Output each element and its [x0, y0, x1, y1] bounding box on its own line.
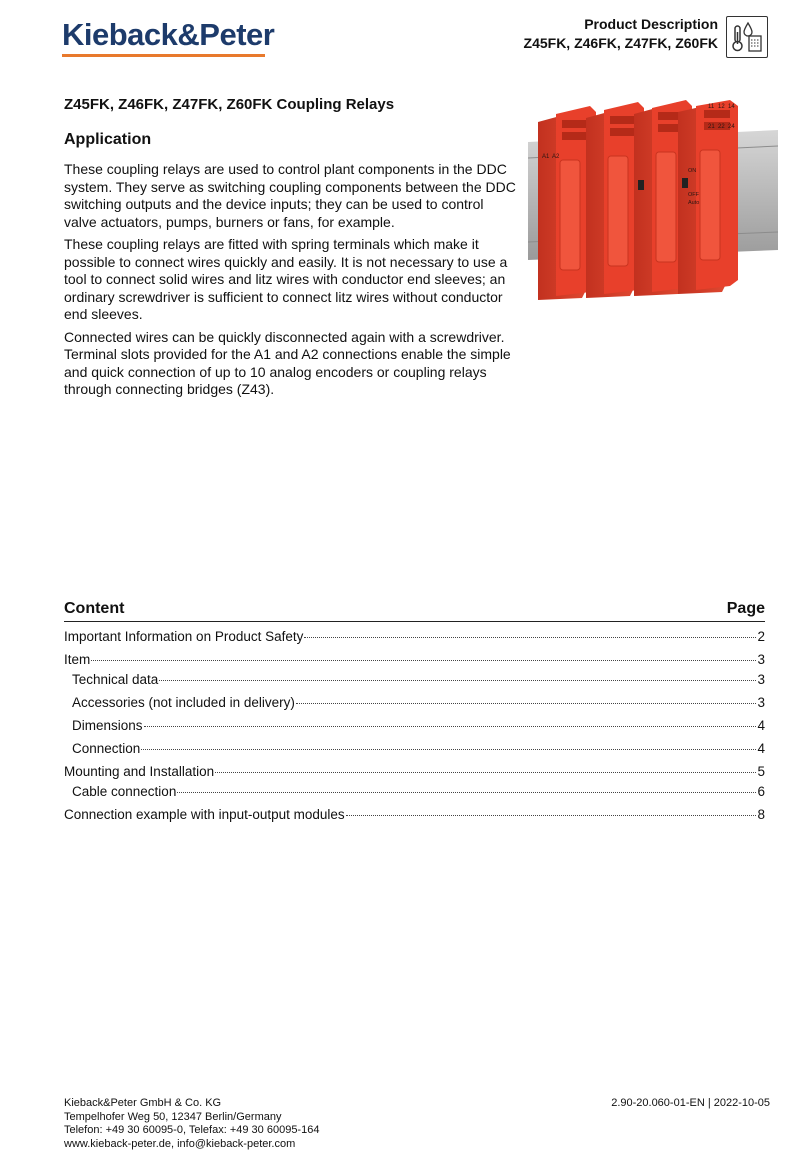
content-heading-row [64, 600, 765, 622]
toc-page-number: 4 [757, 741, 765, 756]
switch-label: OFF [688, 192, 699, 198]
content-heading: Content [64, 600, 125, 617]
toc-label: Item [64, 652, 91, 667]
terminal-label: 14 [728, 104, 735, 110]
toc-leader-dots [296, 703, 757, 704]
toc-label: Technical data [72, 672, 159, 687]
application-paragraph: These coupling relays are used to control plant components in the DDC system. They serve as switching coupling components between the DDC switching outputs and the device inputs; they can be used to control valve actuators, pumps, burners or fans, for example. [64, 161, 516, 230]
terminal-label: A1 [542, 154, 550, 160]
toc-page-number: 3 [757, 672, 765, 687]
terminal-label: 12 [718, 104, 725, 110]
doc-models: Z45FK, Z46FK, Z47FK, Z60FK [523, 35, 718, 51]
document-title: Z45FK, Z46FK, Z47FK, Z60FK Coupling Relays [64, 96, 395, 113]
toc-page-number: 4 [757, 718, 765, 733]
terminal-label: 22 [718, 124, 725, 130]
document-header [524, 15, 718, 53]
toc-page-number: 8 [757, 807, 765, 822]
toc-entry-accessories[interactable] [64, 695, 765, 715]
company-logo: Kieback&Peter [62, 17, 275, 52]
toc-leader-dots [215, 772, 756, 773]
toc-label: Mounting and Installation [64, 764, 215, 779]
footer-phone: Telefon: +49 30 60095-0, Telefax: +49 30 60095-164 [64, 1124, 320, 1136]
toc-page-number: 2 [757, 629, 765, 644]
terminal-label: 11 [708, 104, 715, 110]
toc-label: Dimensions [72, 718, 143, 733]
toc-label: Important Information on Product Safety [64, 629, 304, 644]
switch-label: ON [688, 168, 697, 174]
toc-entry-connection-example[interactable] [64, 807, 765, 827]
toc-label: Accessories (not included in delivery) [72, 695, 295, 710]
application-paragraph: Connected wires can be quickly disconnected again with a screwdriver. Terminal slots provided for the A1 and A2 connections enable the simple and quick connection of up to 10 analog encoders or coupling relays through connecting bridges (Z43). [64, 328, 511, 397]
doc-type: Product Description [584, 16, 718, 32]
application-paragraph: These coupling relays are fitted with spring terminals which make it possible to connect wires quickly and easily. It is not necessary to use a tool to connect solid wires and litz wires with conductor end sleeves; an ordinary screwdriver is sufficient to connect litz wires without conductor end sleeves. [64, 236, 508, 322]
toc-leader-dots [91, 660, 756, 661]
terminal-label: 21 [708, 124, 715, 130]
application-heading: Application [64, 131, 152, 148]
footer-web-link[interactable]: www.kieback-peter.de, info@kieback-peter.com [64, 1137, 296, 1150]
toc-entry-product-safety[interactable] [64, 629, 765, 649]
footer-address: Tempelhofer Weg 50, 12347 Berlin/Germany [64, 1110, 282, 1123]
toc-leader-dots [144, 726, 757, 727]
terminal-label: 24 [728, 124, 735, 130]
toc-label: Cable connection [72, 784, 177, 799]
toc-entry-cable-connection[interactable] [64, 784, 765, 804]
toc-leader-dots [141, 749, 756, 750]
toc-label: Connection example with input-output modules [64, 807, 345, 822]
toc-leader-dots [346, 815, 757, 816]
toc-page-number: 3 [757, 652, 765, 667]
toc-entry-mounting[interactable] [64, 764, 765, 784]
table-of-contents [64, 629, 765, 827]
thermometer-drop-icon [726, 16, 768, 58]
logo-underline [62, 54, 265, 57]
switch-label: Auto [688, 200, 700, 206]
product-photo [528, 100, 778, 310]
toc-leader-dots [159, 680, 756, 681]
toc-page-number: 6 [757, 784, 765, 799]
page-heading: Page [726, 600, 765, 617]
toc-page-number: 3 [757, 695, 765, 710]
toc-entry-connection[interactable] [64, 741, 765, 761]
application-text [64, 161, 520, 404]
footer-doc-id: 2.90-20.060-01-EN | 2022-10-05 [611, 1097, 770, 1109]
toc-entry-dimensions[interactable] [64, 718, 765, 738]
footer-company: Kieback&Peter GmbH & Co. KG [64, 1097, 222, 1109]
toc-label: Connection [72, 741, 141, 756]
toc-entry-item[interactable] [64, 652, 765, 672]
toc-page-number: 5 [757, 764, 765, 779]
footer-contact [64, 1097, 319, 1151]
toc-entry-technical-data[interactable] [64, 672, 765, 692]
toc-leader-dots [177, 792, 756, 793]
toc-leader-dots [304, 637, 756, 638]
terminal-label: A2 [552, 154, 560, 160]
